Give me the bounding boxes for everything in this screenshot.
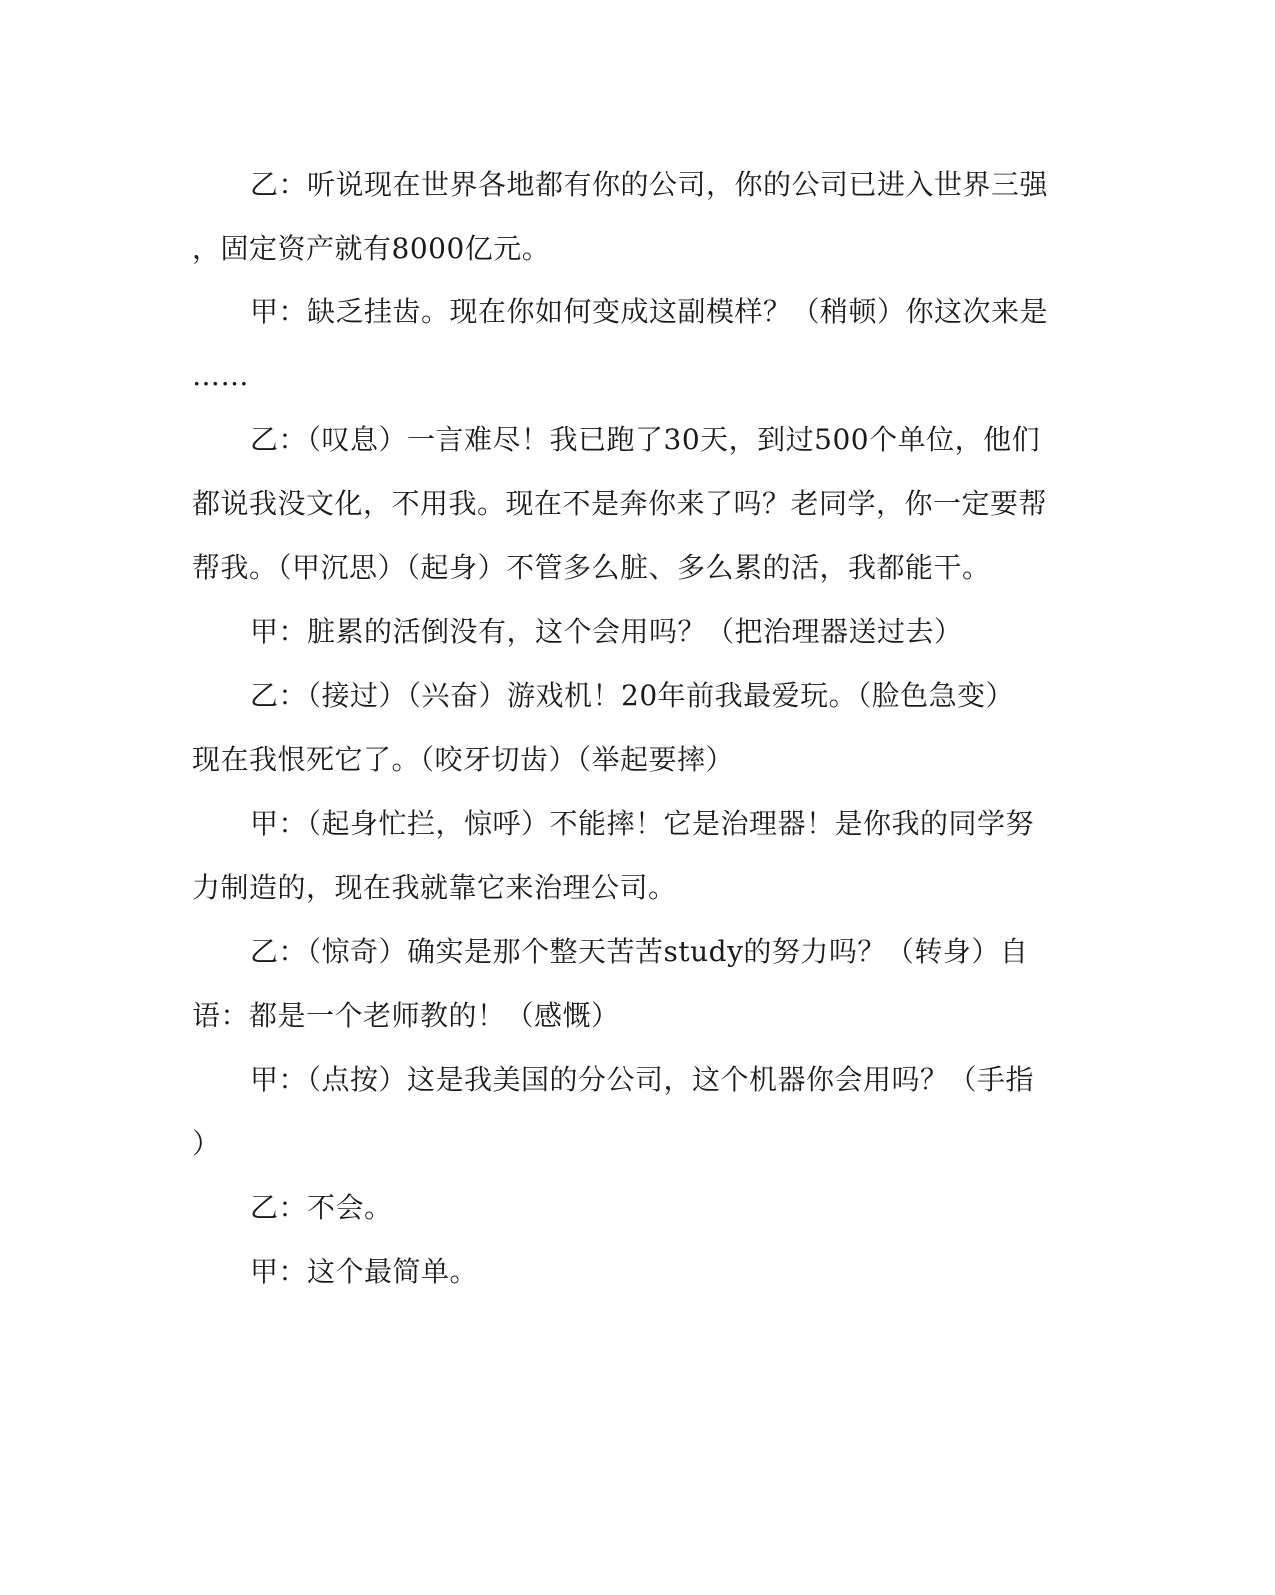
text-line: 乙：（接过）（兴奋）游戏机！20年前我最爱玩。（脸色急变） [250, 679, 1015, 712]
text-line: 都说我没文化，不用我。现在不是奔你来了吗？老同学，你一定要帮 [192, 487, 1048, 520]
text-line: ，固定资产就有8000亿元。 [192, 232, 551, 265]
text-line: 帮我。（甲沉思）（起身）不管多么脏、多么累的活，我都能干。 [192, 551, 991, 584]
text-line: 甲：这个最简单。 [250, 1255, 479, 1288]
text-line: 现在我恨死它了。（咬牙切齿）（举起要摔） [192, 743, 735, 776]
text-line: …… [192, 359, 249, 392]
text-line: 乙：不会。 [250, 1191, 393, 1224]
text-line: ） [192, 1127, 221, 1160]
text-line: 甲：（起身忙拦，惊呼）不能摔！它是治理器！是你我的同学努 [250, 807, 1035, 840]
text-line: 甲：缺乏挂齿。现在你如何变成这副模样？（稍顿）你这次来是 [250, 295, 1049, 328]
text-line: 乙：听说现在世界各地都有你的公司，你的公司已进入世界三强 [250, 168, 1049, 201]
text-line: 甲：（点按）这是我美国的分公司，这个机器你会用吗？（手指 [250, 1063, 1035, 1096]
text-line: 乙：（叹息）一言难尽！我已跑了30天，到过500个单位，他们 [250, 423, 1041, 456]
text-line: 力制造的，现在我就靠它来治理公司。 [192, 871, 677, 904]
text-line: 甲：脏累的活倒没有，这个会用吗？（把治理器送过去） [250, 615, 963, 648]
text-line: 语：都是一个老师教的！（感慨） [192, 999, 620, 1032]
text-line: 乙：（惊奇）确实是那个整天苦苦study的努力吗？（转身）自 [250, 935, 1029, 968]
